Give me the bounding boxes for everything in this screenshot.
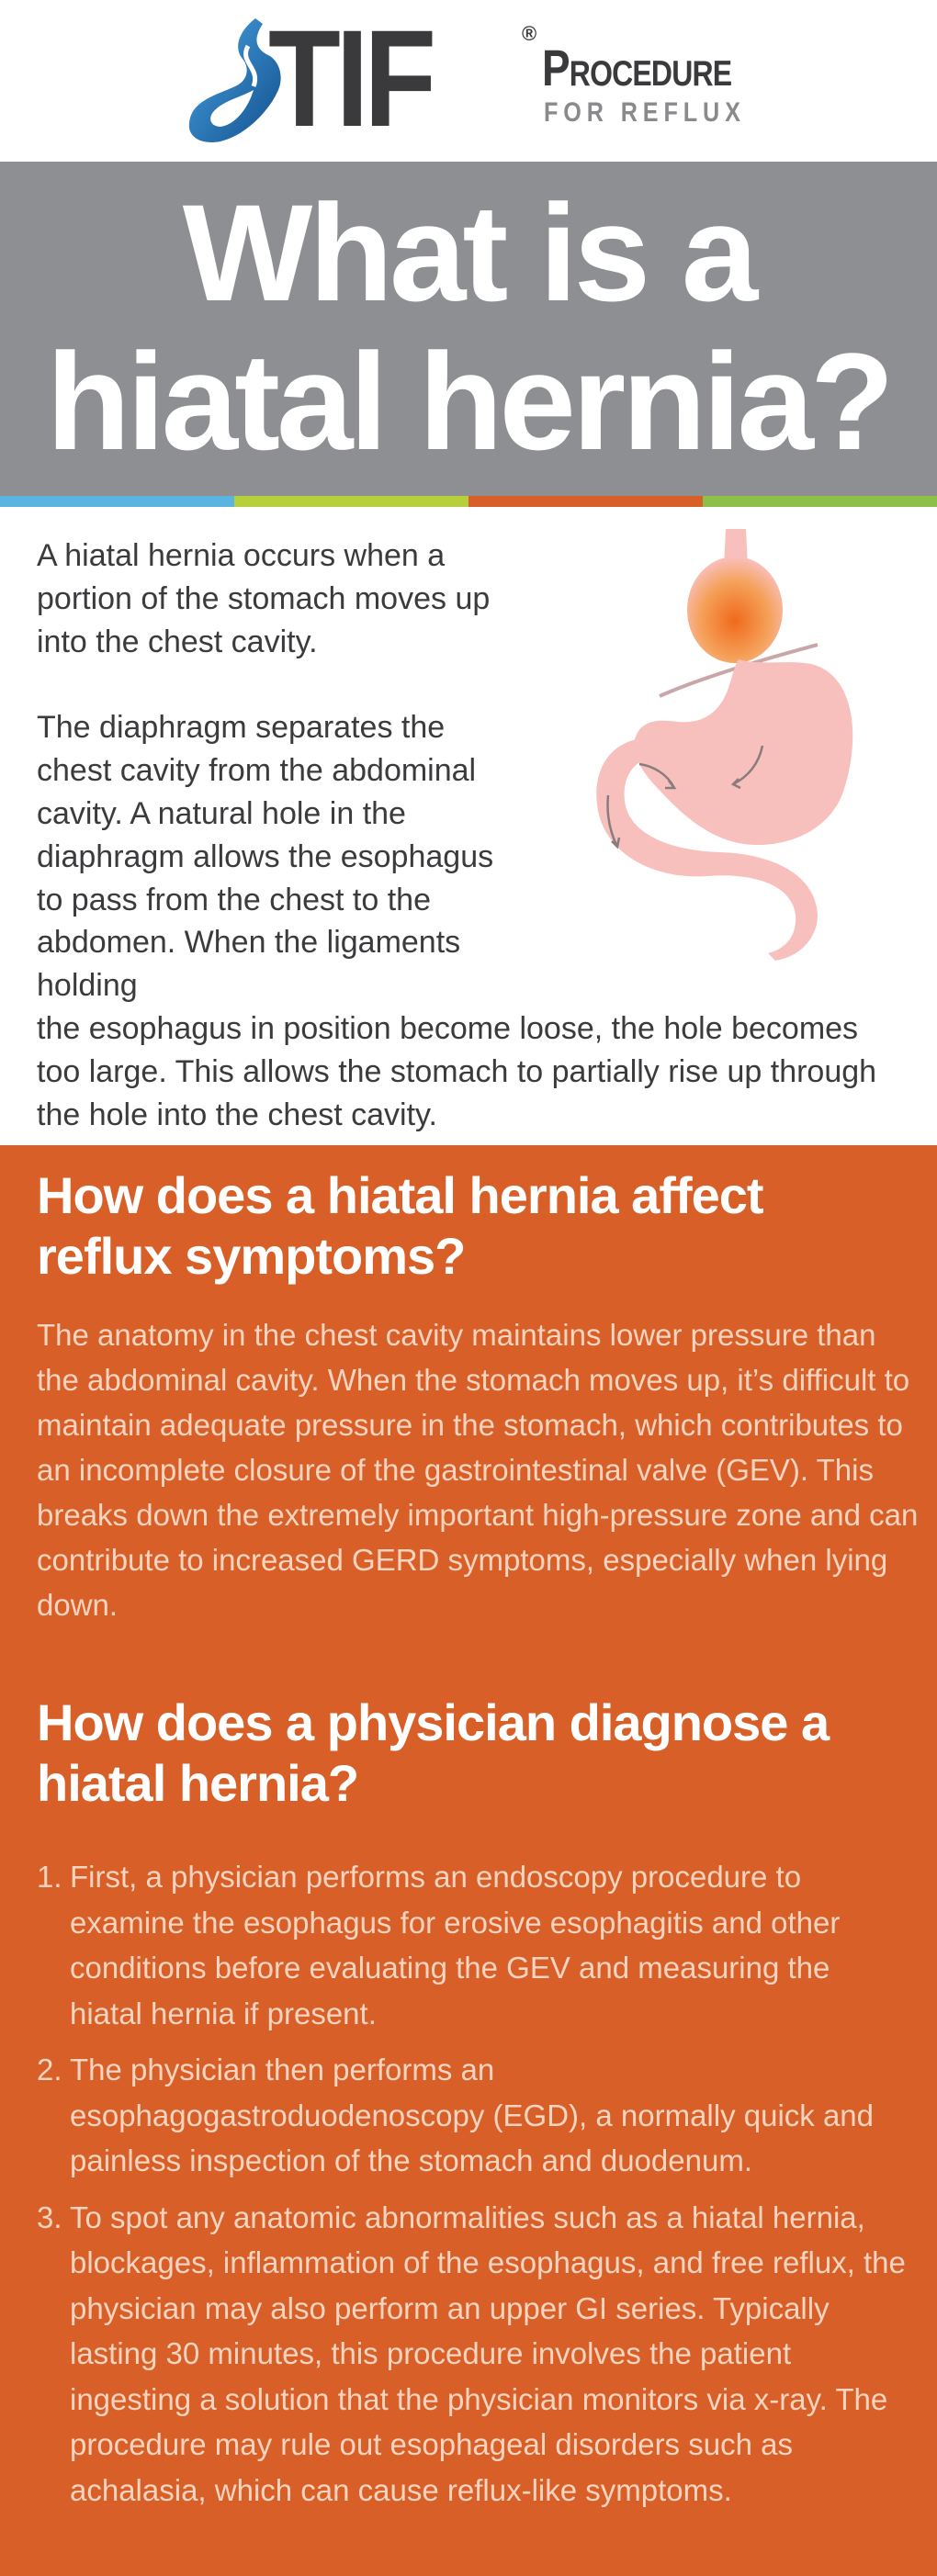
page-title xyxy=(0,175,937,478)
list-item xyxy=(37,2047,909,2184)
intro-paragraph-1: A hiatal hernia occurs when a portion of the stomach moves up into the chest cavity. xyxy=(37,538,491,659)
color-stripe-orange xyxy=(468,496,703,507)
intro-paragraph-2-part1: The diaphragm separates the chest cavity from the abdominal cavity. A natural hole in the diaphragm allows the esophagus to pass from the chest to the abdomen. When the ligaments holding xyxy=(37,710,494,1004)
intro-section xyxy=(0,507,937,1145)
page-title-line2: hiatal hernia? xyxy=(46,324,891,478)
section1-body: The anatomy in the chest cavity maintains lower pressure than the abdominal cavity. When the stomach moves up, it’s difficult to maintain adequate pressure in the stomach, which contributes to an incomplete closure of the gastrointestinal valve (GEV). This breaks down the extremely important high-pressure zone and can contribute to increased GERD symptoms, especially when lying down. xyxy=(37,1318,919,1622)
color-stripe-lime xyxy=(234,496,468,507)
page-title-line1: What is a xyxy=(182,175,755,330)
info-section xyxy=(0,1145,937,2576)
intro-paragraph-2-part2: the esophagus in position become loose, the hole becomes too large. This allows the stomach to partially rise up through the hole into the chest cavity. xyxy=(37,1010,877,1132)
intro-paragraph-2 xyxy=(37,706,900,1136)
color-stripe-green xyxy=(703,496,937,507)
intro-text xyxy=(37,534,900,1136)
step-text: To spot any anatomic abnormalities such as a hiatal hernia, blockages, inflammation of the esophagus, and free reflux, the physician may also perform an upper GI series. Typically lasting 30 minutes, this procedure involves the patient ingesting a solution that the physician monitors via x-ray. The procedure may rule out esophageal disorders such as achalasia, which can cause reflux-like symptoms. xyxy=(70,2199,906,2507)
step-text: First, a physician performs an endoscopy procedure to examine the esophagus for erosive esophagitis and other conditions before evaluating the GEV and measuring the hiatal hernia if present. xyxy=(70,1860,841,2030)
logo-procedure-text: Procedure xyxy=(542,39,732,96)
step-number: 1. xyxy=(37,1860,62,1894)
section2-heading: How does a physician diagnose a hiatal hernia? xyxy=(37,1693,830,1812)
list-item xyxy=(37,2195,909,2514)
diagnosis-steps-list xyxy=(37,1854,909,2524)
title-banner xyxy=(0,162,937,496)
list-item xyxy=(37,1854,909,2036)
logo-header xyxy=(0,0,937,162)
section1-heading: How does a hiatal hernia affect reflux symptoms? xyxy=(37,1166,763,1285)
logo-subtitle: FOR REFLUX xyxy=(544,97,746,128)
step-text: The physician then performs an esophagogastroduodenoscopy (EGD), a normally quick and painless inspection of the stomach and duodenum. xyxy=(70,2053,875,2177)
color-stripe-blue xyxy=(0,496,234,507)
step-number: 3. xyxy=(37,2199,62,2234)
step-number: 2. xyxy=(37,2053,62,2087)
logo-tif-wordmark: TIF xyxy=(268,1,432,155)
registered-mark: ® xyxy=(522,22,537,45)
